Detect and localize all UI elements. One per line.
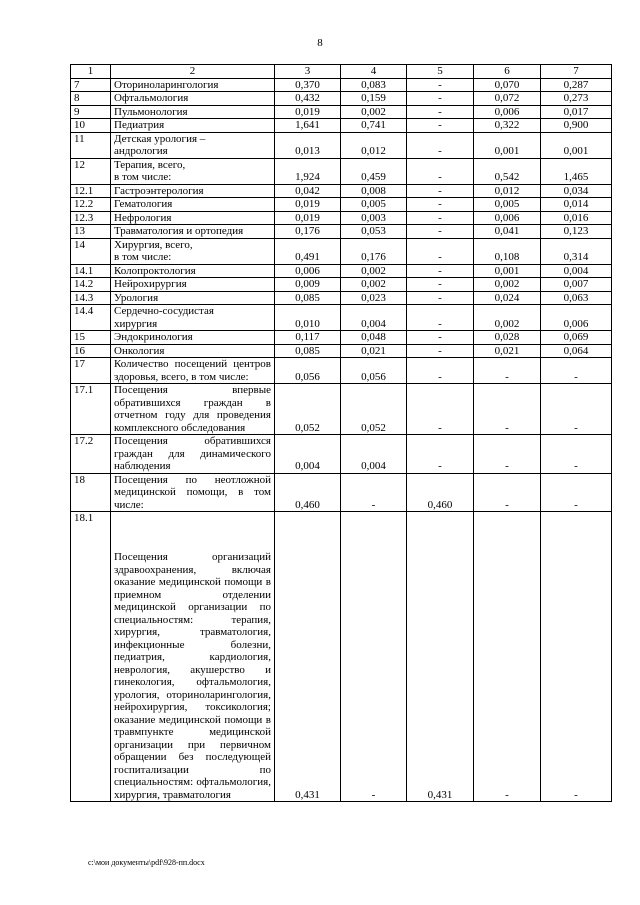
- cell-v7: 0,900: [541, 119, 612, 133]
- row-number: 14: [71, 238, 111, 264]
- column-header: 3: [275, 65, 341, 79]
- cell-v4: 0,012: [341, 132, 407, 158]
- row-number: 7: [71, 78, 111, 92]
- table-row: [71, 92, 612, 106]
- row-name: Сердечно-сосудистая хирургия: [111, 305, 275, 331]
- cell-v6: 0,542: [474, 158, 541, 184]
- row-number: 12.3: [71, 211, 111, 225]
- row-number: 11: [71, 132, 111, 158]
- row-number: 12.2: [71, 198, 111, 212]
- cell-v3: 0,042: [275, 184, 341, 198]
- row-number: 18.1: [71, 512, 111, 802]
- cell-v6: 0,024: [474, 291, 541, 305]
- cell-v5: -: [407, 305, 474, 331]
- table-header-row: [71, 65, 612, 79]
- table-row: [71, 435, 612, 474]
- cell-v7: 0,007: [541, 278, 612, 292]
- cell-v7: 0,034: [541, 184, 612, 198]
- cell-v7: -: [541, 435, 612, 474]
- cell-v6: 0,041: [474, 225, 541, 239]
- cell-v5: -: [407, 158, 474, 184]
- row-name: Урология: [111, 291, 275, 305]
- column-header: 4: [341, 65, 407, 79]
- cell-v3: 0,431: [275, 512, 341, 802]
- cell-v7: -: [541, 384, 612, 435]
- column-header: 6: [474, 65, 541, 79]
- cell-v4: 0,004: [341, 305, 407, 331]
- cell-v7: 0,017: [541, 105, 612, 119]
- row-number: 14.3: [71, 291, 111, 305]
- cell-v6: 0,001: [474, 264, 541, 278]
- cell-v3: 0,009: [275, 278, 341, 292]
- cell-v5: -: [407, 92, 474, 106]
- cell-v6: 0,012: [474, 184, 541, 198]
- cell-v4: 0,056: [341, 358, 407, 384]
- cell-v4: 0,052: [341, 384, 407, 435]
- cell-v6: 0,002: [474, 305, 541, 331]
- cell-v5: -: [407, 358, 474, 384]
- cell-v4: 0,053: [341, 225, 407, 239]
- column-header: 2: [111, 65, 275, 79]
- cell-v4: -: [341, 512, 407, 802]
- cell-v3: 1,924: [275, 158, 341, 184]
- cell-v4: 0,741: [341, 119, 407, 133]
- table-row: [71, 105, 612, 119]
- row-name: Пульмонология: [111, 105, 275, 119]
- table-row: [71, 158, 612, 184]
- cell-v4: 0,003: [341, 211, 407, 225]
- cell-v3: 0,491: [275, 238, 341, 264]
- row-name: Терапия, всего, в том числе:: [111, 158, 275, 184]
- column-header: 1: [71, 65, 111, 79]
- table-row: [71, 264, 612, 278]
- cell-v5: -: [407, 105, 474, 119]
- cell-v4: 0,004: [341, 435, 407, 474]
- table-row: [71, 291, 612, 305]
- cell-v3: 0,117: [275, 331, 341, 345]
- cell-v6: 0,070: [474, 78, 541, 92]
- cell-v6: 0,028: [474, 331, 541, 345]
- cell-v4: 0,021: [341, 344, 407, 358]
- cell-v3: 0,019: [275, 198, 341, 212]
- cell-v5: -: [407, 264, 474, 278]
- cell-v4: 0,002: [341, 278, 407, 292]
- row-name: Нефрология: [111, 211, 275, 225]
- cell-v3: 0,010: [275, 305, 341, 331]
- cell-v6: 0,005: [474, 198, 541, 212]
- cell-v6: 0,021: [474, 344, 541, 358]
- cell-v7: 1,465: [541, 158, 612, 184]
- cell-v5: -: [407, 225, 474, 239]
- cell-v7: -: [541, 358, 612, 384]
- cell-v3: 0,085: [275, 291, 341, 305]
- cell-v3: 0,019: [275, 105, 341, 119]
- cell-v3: 0,056: [275, 358, 341, 384]
- cell-v3: 0,460: [275, 473, 341, 512]
- cell-v7: -: [541, 512, 612, 802]
- cell-v5: -: [407, 211, 474, 225]
- table-row: [71, 384, 612, 435]
- cell-v3: 0,013: [275, 132, 341, 158]
- data-table: [70, 64, 612, 802]
- row-number: 14.2: [71, 278, 111, 292]
- row-number: 17.2: [71, 435, 111, 474]
- cell-v7: 0,314: [541, 238, 612, 264]
- cell-v4: 0,002: [341, 264, 407, 278]
- row-number: 12: [71, 158, 111, 184]
- cell-v4: -: [341, 473, 407, 512]
- row-number: 12.1: [71, 184, 111, 198]
- row-number: 17: [71, 358, 111, 384]
- cell-v4: 0,023: [341, 291, 407, 305]
- cell-v5: -: [407, 278, 474, 292]
- row-name: Гастроэнтерология: [111, 184, 275, 198]
- cell-v6: 0,006: [474, 211, 541, 225]
- table-row: [71, 331, 612, 345]
- column-header: 7: [541, 65, 612, 79]
- row-number: 18: [71, 473, 111, 512]
- cell-v3: 0,176: [275, 225, 341, 239]
- table-row: [71, 78, 612, 92]
- cell-v5: -: [407, 435, 474, 474]
- cell-v6: 0,001: [474, 132, 541, 158]
- row-name: Гематология: [111, 198, 275, 212]
- cell-v4: 0,083: [341, 78, 407, 92]
- table-row: [71, 473, 612, 512]
- row-name: Оториноларингология: [111, 78, 275, 92]
- cell-v4: 0,159: [341, 92, 407, 106]
- footer-file-path: c:\мои документы\pdf\928-пп.docx: [88, 858, 205, 867]
- table-row: [71, 184, 612, 198]
- row-name: Травматология и ортопедия: [111, 225, 275, 239]
- cell-v4: 0,002: [341, 105, 407, 119]
- cell-v7: 0,123: [541, 225, 612, 239]
- cell-v7: 0,064: [541, 344, 612, 358]
- cell-v6: 0,002: [474, 278, 541, 292]
- row-number: 16: [71, 344, 111, 358]
- cell-v3: 0,085: [275, 344, 341, 358]
- cell-v3: 0,004: [275, 435, 341, 474]
- table-row: [71, 211, 612, 225]
- table-row: [71, 358, 612, 384]
- cell-v5: -: [407, 119, 474, 133]
- row-name: Количество посещений центров здоровья, всего, в том числе:: [111, 358, 275, 384]
- cell-v4: 0,008: [341, 184, 407, 198]
- table-row: [71, 198, 612, 212]
- table-row: [71, 278, 612, 292]
- row-number: 14.4: [71, 305, 111, 331]
- cell-v5: -: [407, 384, 474, 435]
- cell-v4: 0,176: [341, 238, 407, 264]
- row-name: Нейрохирургия: [111, 278, 275, 292]
- cell-v7: 0,287: [541, 78, 612, 92]
- row-name: Офтальмология: [111, 92, 275, 106]
- cell-v5: -: [407, 291, 474, 305]
- row-number: 17.1: [71, 384, 111, 435]
- row-number: 15: [71, 331, 111, 345]
- cell-v5: 0,431: [407, 512, 474, 802]
- cell-v3: 0,006: [275, 264, 341, 278]
- row-name: Посещения по неотложной медицинской помощи, в том числе:: [111, 473, 275, 512]
- cell-v3: 0,052: [275, 384, 341, 435]
- row-name: Онкология: [111, 344, 275, 358]
- cell-v7: 0,006: [541, 305, 612, 331]
- cell-v3: 0,370: [275, 78, 341, 92]
- table-row: [71, 512, 612, 802]
- cell-v6: 0,006: [474, 105, 541, 119]
- cell-v7: 0,273: [541, 92, 612, 106]
- cell-v7: 0,069: [541, 331, 612, 345]
- row-name: Посещения впервые обратившихся граждан в отчетном году для проведения комплексного обследования: [111, 384, 275, 435]
- cell-v7: 0,014: [541, 198, 612, 212]
- cell-v6: 0,072: [474, 92, 541, 106]
- cell-v7: 0,004: [541, 264, 612, 278]
- row-name: Детская урология – андрология: [111, 132, 275, 158]
- row-number: 9: [71, 105, 111, 119]
- row-name: Колопроктология: [111, 264, 275, 278]
- cell-v5: -: [407, 184, 474, 198]
- row-number: 10: [71, 119, 111, 133]
- cell-v6: 0,322: [474, 119, 541, 133]
- cell-v4: 0,048: [341, 331, 407, 345]
- table-row: [71, 344, 612, 358]
- cell-v3: 1,641: [275, 119, 341, 133]
- cell-v5: -: [407, 132, 474, 158]
- cell-v5: -: [407, 198, 474, 212]
- row-name: Хирургия, всего, в том числе:: [111, 238, 275, 264]
- row-name: Эндокринология: [111, 331, 275, 345]
- table-row: [71, 119, 612, 133]
- cell-v3: 0,019: [275, 211, 341, 225]
- cell-v5: -: [407, 331, 474, 345]
- cell-v5: -: [407, 344, 474, 358]
- cell-v7: 0,063: [541, 291, 612, 305]
- cell-v5: -: [407, 78, 474, 92]
- cell-v3: 0,432: [275, 92, 341, 106]
- row-name: Педиатрия: [111, 119, 275, 133]
- cell-v7: -: [541, 473, 612, 512]
- cell-v6: -: [474, 473, 541, 512]
- table-row: [71, 225, 612, 239]
- column-header: 5: [407, 65, 474, 79]
- table-row: [71, 238, 612, 264]
- cell-v5: 0,460: [407, 473, 474, 512]
- page-number: 8: [317, 37, 323, 49]
- cell-v4: 0,005: [341, 198, 407, 212]
- cell-v6: -: [474, 512, 541, 802]
- cell-v6: -: [474, 384, 541, 435]
- cell-v4: 0,459: [341, 158, 407, 184]
- cell-v5: -: [407, 238, 474, 264]
- cell-v6: 0,108: [474, 238, 541, 264]
- row-number: 14.1: [71, 264, 111, 278]
- row-number: 13: [71, 225, 111, 239]
- cell-v6: -: [474, 435, 541, 474]
- cell-v7: 0,001: [541, 132, 612, 158]
- row-name: Посещения организаций здравоохранения, включая оказание медицинской помощи в приемном отделении медицинской организации по специальностям: терапия, хирургия, травматология, инфекционные болезни, педиатрия, кардиология, неврология, акушерство и гинекология, офтальмология, урология, оториноларингология, нейрохирургия, токсикология; оказание медицинской помощи в травмпункте медицинской организации при первичном обращении без последующей госпитализации по специальностям: офтальмология, хирургия, травматология: [111, 512, 275, 802]
- cell-v7: 0,016: [541, 211, 612, 225]
- table-row: [71, 305, 612, 331]
- row-name: Посещения обратившихся граждан для динамического наблюдения: [111, 435, 275, 474]
- row-number: 8: [71, 92, 111, 106]
- table-row: [71, 132, 612, 158]
- cell-v6: -: [474, 358, 541, 384]
